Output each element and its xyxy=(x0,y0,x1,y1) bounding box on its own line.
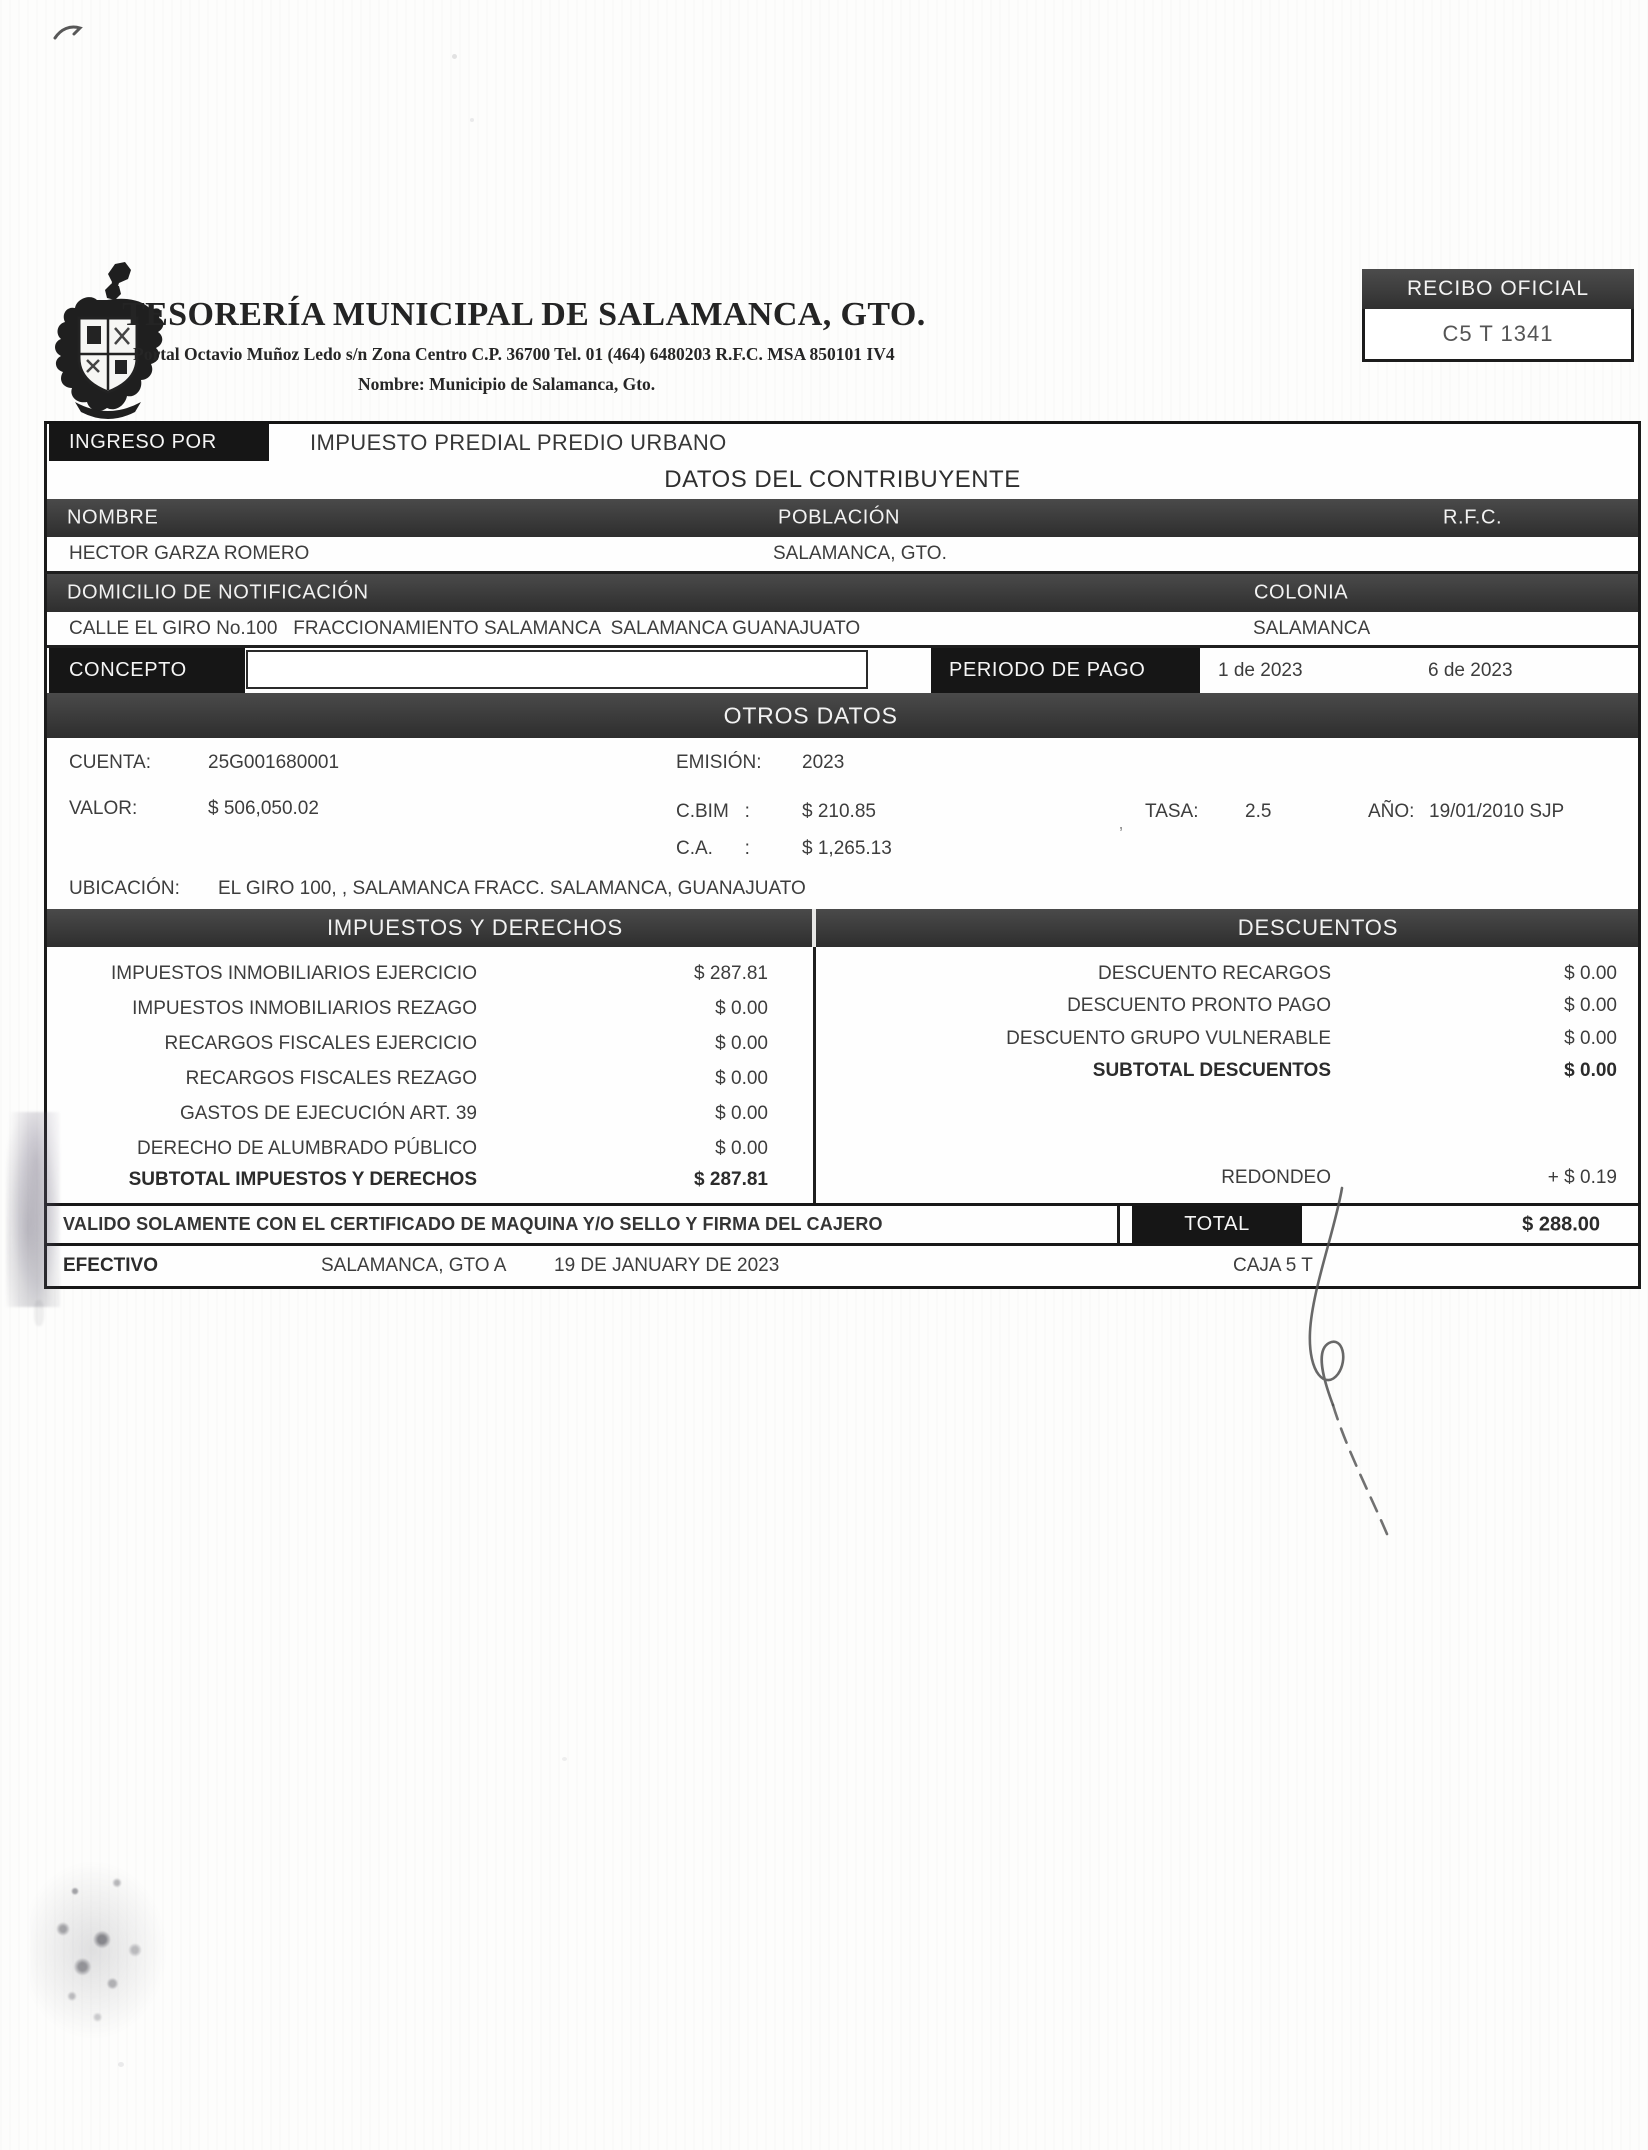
item-label: GASTOS DE EJECUCIÓN ART. 39 xyxy=(179,1103,477,1124)
valor-label: VALOR: xyxy=(69,798,138,819)
pen-signature-mark xyxy=(1280,1150,1450,1550)
document-address-line: Portal Octavio Muñoz Ledo s/n Zona Centro C.P. 36700 Tel. 01 (464) 6480203 R.F.C. MSA 850101 IV4 xyxy=(133,344,895,364)
concepto-periodo-row xyxy=(44,648,1641,693)
otros-datos-title: OTROS DATOS xyxy=(723,702,898,728)
ano-label: AÑO: xyxy=(1368,801,1415,822)
item-value: $ 0.00 xyxy=(1564,963,1617,984)
emision-label: EMISIÓN: xyxy=(676,752,762,773)
domicilio-label: DOMICILIO DE NOTIFICACIÓN xyxy=(67,581,369,604)
total-value: $ 288.00 xyxy=(1522,1213,1600,1235)
domicilio-colonia-values-row xyxy=(44,612,1641,648)
periodo-desde-value: 1 de 2023 xyxy=(1218,659,1303,681)
redondeo-value: + $ 0.19 xyxy=(1547,1167,1617,1188)
domicilio-value: CALLE EL GIRO No.100 FRACCIONAMIENTO SALAMANCA SALAMANCA GUANAJUATO xyxy=(69,617,861,639)
colonia-value: SALAMANCA xyxy=(1253,617,1371,639)
periodo-hasta-value: 6 de 2023 xyxy=(1428,659,1513,681)
ingreso-por-row xyxy=(44,421,1641,461)
fecha-value: 19 DE JANUARY DE 2023 xyxy=(554,1255,780,1276)
subtotal-descuentos-label: SUBTOTAL DESCUENTOS xyxy=(1092,1060,1331,1081)
item-label: IMPUESTOS INMOBILIARIOS EJERCICIO xyxy=(111,963,477,984)
total-label-box xyxy=(1132,1206,1302,1243)
cbim-label: C.BIM : xyxy=(676,801,750,822)
scan-dot xyxy=(470,118,474,122)
rfc-label: R.F.C. xyxy=(1443,506,1503,529)
valor-value: $ 506,050.02 xyxy=(208,798,319,819)
nombre-poblacion-rfc-bar xyxy=(44,499,1641,537)
scan-speckles-bottom-left xyxy=(30,1845,180,2055)
cbim-value: $ 210.85 xyxy=(802,801,876,822)
item-value: $ 0.00 xyxy=(1564,995,1617,1016)
periodo-pago-label-box xyxy=(931,648,1200,693)
item-label: DESCUENTO PRONTO PAGO xyxy=(1067,995,1331,1016)
poblacion-label: POBLACIÓN xyxy=(778,506,901,529)
otros-datos-bar xyxy=(44,693,1641,738)
item-value: $ 0.00 xyxy=(715,1103,768,1124)
item-value: $ 0.00 xyxy=(715,1068,768,1089)
document-title: TESORERÍA MUNICIPAL DE SALAMANCA, GTO. xyxy=(122,296,926,333)
valido-text: VALIDO SOLAMENTE CON EL CERTIFICADO DE MAQUINA Y/O SELLO Y FIRMA DEL CAJERO xyxy=(63,1214,883,1234)
descuentos-title: DESCUENTOS xyxy=(1237,915,1399,940)
otros-datos-content xyxy=(44,738,1641,909)
item-value: $ 0.00 xyxy=(1564,1028,1617,1049)
lugar-value: SALAMANCA, GTO A xyxy=(321,1255,507,1276)
ingreso-por-label: INGRESO POR xyxy=(69,431,217,453)
item-label: DESCUENTO GRUPO VULNERABLE xyxy=(1006,1028,1331,1049)
item-value: $ 287.81 xyxy=(694,963,768,984)
tasa-label: TASA: xyxy=(1145,801,1199,822)
subtotal-impuestos-value: $ 287.81 xyxy=(694,1169,768,1190)
nombre-label: NOMBRE xyxy=(67,506,159,529)
subtotal-descuentos-value: $ 0.00 xyxy=(1564,1060,1617,1081)
emision-value: 2023 xyxy=(802,752,845,773)
poblacion-value: SALAMANCA, GTO. xyxy=(773,543,947,564)
ano-value: 19/01/2010 SJP xyxy=(1429,801,1565,822)
item-value: $ 0.00 xyxy=(715,998,768,1019)
scan-ink-speck: ’ xyxy=(1119,824,1123,844)
item-label: RECARGOS FISCALES EJERCICIO xyxy=(164,1033,477,1054)
colonia-label: COLONIA xyxy=(1254,581,1349,604)
nombre-value: HECTOR GARZA ROMERO xyxy=(69,543,310,564)
scan-smudge-left xyxy=(6,1112,60,1307)
scan-dot xyxy=(562,1757,567,1761)
ingreso-por-value: IMPUESTO PREDIAL PREDIO URBANO xyxy=(310,429,727,455)
scan-dot xyxy=(452,54,457,59)
item-label: RECARGOS FISCALES REZAGO xyxy=(185,1068,477,1089)
item-label: IMPUESTOS INMOBILIARIOS REZAGO xyxy=(132,998,477,1019)
impuestos-descuentos-bar xyxy=(44,909,1641,947)
ubicacion-value: EL GIRO 100, , SALAMANCA FRACC. SALAMANCA, GUANAJUATO xyxy=(218,878,806,899)
periodo-pago-label: PERIODO DE PAGO xyxy=(949,659,1146,681)
concepto-label: CONCEPTO xyxy=(69,659,187,681)
scan-ink-mark xyxy=(52,22,86,44)
tasa-value: 2.5 xyxy=(1245,801,1272,822)
document-name-line: Nombre: Municipio de Salamanca, Gto. xyxy=(358,374,656,394)
nombre-poblacion-values-row xyxy=(44,537,1641,574)
receipt-box-title: RECIBO OFICIAL xyxy=(1362,269,1634,309)
datos-contribuyente-header-row xyxy=(44,461,1641,499)
receipt-number: C5 T 1341 xyxy=(1362,309,1634,362)
item-label: DESCUENTO RECARGOS xyxy=(1098,963,1331,984)
caja-value: CAJA 5 T xyxy=(1233,1255,1313,1276)
forma-pago-value: EFECTIVO xyxy=(63,1255,159,1276)
datos-contribuyente-title: DATOS DEL CONTRIBUYENTE xyxy=(664,466,1021,493)
ca-label: C.A. : xyxy=(676,838,750,859)
item-label: DERECHO DE ALUMBRADO PÚBLICO xyxy=(137,1138,477,1159)
ca-value: $ 1,265.13 xyxy=(802,838,892,859)
bar-divider xyxy=(812,909,816,947)
domicilio-colonia-bar xyxy=(44,574,1641,612)
ingreso-por-label-box xyxy=(49,424,269,461)
cuenta-value: 25G001680001 xyxy=(208,752,340,773)
concepto-label-box xyxy=(49,648,245,693)
ubicacion-label: UBICACIÓN: xyxy=(69,878,180,899)
scan-smudge-small xyxy=(34,1300,44,1326)
redondeo-label: REDONDEO xyxy=(1221,1167,1331,1188)
scan-dot xyxy=(118,2062,124,2067)
subtotal-impuestos-label: SUBTOTAL IMPUESTOS Y DERECHOS xyxy=(128,1169,477,1190)
official-receipt-box xyxy=(1362,269,1634,362)
concepto-input-field xyxy=(246,650,868,689)
total-label: TOTAL xyxy=(1184,1213,1250,1235)
cuenta-label: CUENTA: xyxy=(69,752,151,773)
items-column-divider xyxy=(813,947,816,1203)
valido-box xyxy=(47,1206,1120,1243)
item-value: $ 0.00 xyxy=(715,1138,768,1159)
item-value: $ 0.00 xyxy=(715,1033,768,1054)
impuestos-derechos-title: IMPUESTOS Y DERECHOS xyxy=(327,915,623,940)
